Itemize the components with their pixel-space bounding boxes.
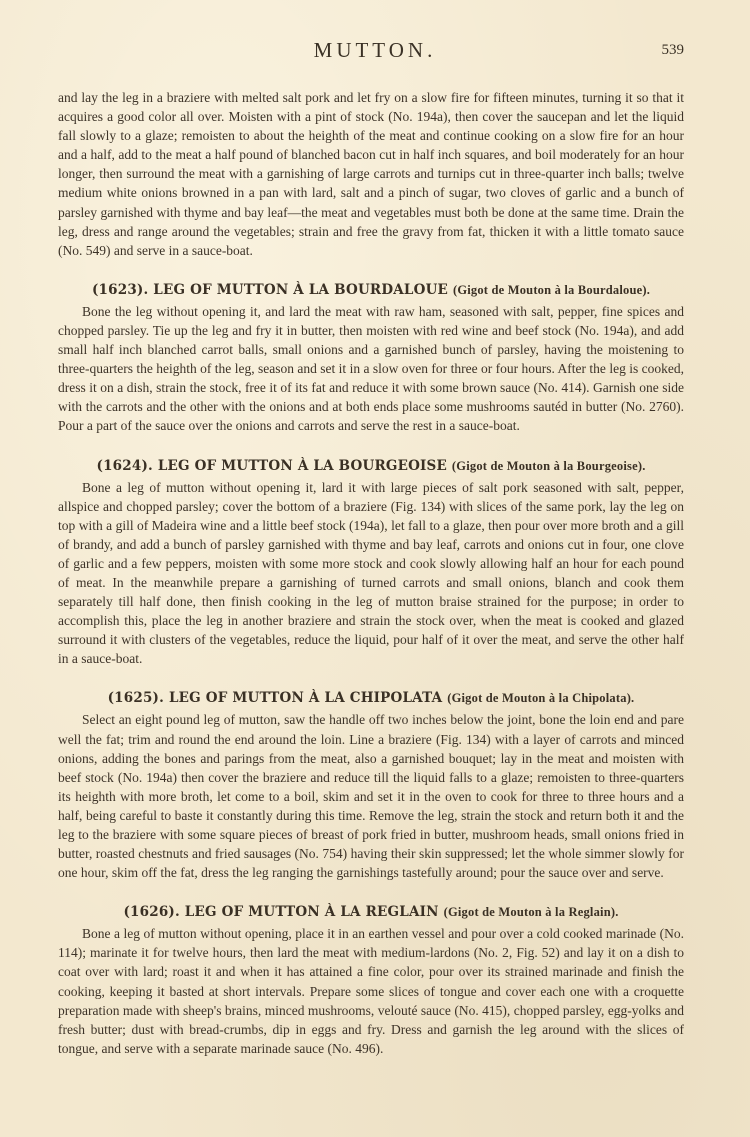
recipe-1623 (58, 282, 684, 436)
page-header (0, 38, 750, 66)
recipe-heading (58, 690, 684, 706)
recipe-french-title: (Gigot de Mouton à la Bourgeoise). (451, 458, 646, 473)
page-body (58, 88, 684, 1058)
recipe-title: (1624). LEG OF MUTTON À LA BOURGEOISE (96, 457, 448, 474)
running-title: MUTTON. (313, 38, 437, 62)
recipe-heading (58, 904, 684, 920)
recipe-french-title: (Gigot de Mouton à la Reglain). (443, 905, 619, 920)
recipe-1626 (58, 904, 684, 1058)
recipe-text: Bone a leg of mutton without opening, place it in an earthen vessel and pour over a cold cooked marinade (No. 114); marinate it for twelve hours, then lard the meat with medium-lardons (No. 2, Fig. 52) and lay it on a dish to coat over with lard; roast it and when it has attained a fine color, pour over its strained marinade and finish the cooking, keeping it basted at short intervals. Prepare some slices of tongue and cover each one with a croquette preparation made with sheep's brains, minced mushrooms, velouté sauce (No. 415), chopped parsley, egg-yolks and fresh butter; dust with bread-crumbs, dip in eggs and fry. Dress and garnish the leg around with the slices of tongue, and serve with a separate marinade sauce (No. 496). (58, 926, 684, 1056)
recipe-heading (58, 282, 684, 298)
page-number: 539 (661, 42, 684, 58)
continuation-paragraph: and lay the leg in a braziere with melted salt pork and let fry on a slow fire for fifteen minutes, turning it so that it acquires a good color all over. Moisten with a pint of stock (No. 194a), then cover the saucepan and let the liquid fall slowly to a glaze; remoisten to about the heighth of the meat and continue cooking on a slow fire for an hour and a half, add to the meat a half pound of blanched bacon cut in half inch squares, and boil moderately for an hour longer, then surround the meat with a garnishing of large carrots and turnips cut in three-quarter inch balls; twelve medium white onions browned in a pan with lard, salt and a pinch of sugar, two cloves of garlic and a bunch of parsley garnished with thyme and bay leaf—the meat and vegetables must both be done at the same time. Drain the leg, dress and range around the vegetables; strain and free the gravy from fat, thicken it with a little tomato sauce (No. 549) and serve in a sauce-boat. (58, 90, 684, 258)
recipe-text: Select an eight pound leg of mutton, saw the handle off two inches below the joint, bone the loin end and pare well the fat; trim and round the end around the loin. Line a braziere (Fig. 134) with a layer of carrots and minced onions, adding the bones and parings from the meat, also a garnished bouquet; lay in the meat and moisten with beef stock (No. 194a) then cover the braziere and reduce till the liquid falls to a glaze; remoisten to three-quarters its heighth with more broth, let come to a boil, skim and set it in the oven to cook for three to three hours and a half, being careful to baste it constantly during this time. Remove the leg, strain the stock and return both it and the leg to the braziere with some square pieces of breast of pork fried in butter, mushroom heads, small onions fried in butter, roasted chestnuts and fried sausages (No. 754) having their skin suppressed; let the whole simmer slowly for one hour, skim off the fat, dress the leg ranging the garnishings tastefully around; pour the sauce over and serve. (58, 712, 684, 881)
recipe-heading (58, 458, 684, 474)
recipe-french-title: (Gigot de Mouton à la Chipolata). (447, 691, 635, 706)
recipe-text: Bone a leg of mutton without opening it, lard it with large pieces of salt pork seasoned with salt, pepper, allspice and chopped parsley; cover the bottom of a braziere (Fig. 134) with slices of the same pork, lay the leg on top with a gill of Madeira wine and a little beef stock (194a), let fall to a glaze, then pour over more broth and a gill of brandy, and add a bunch of parsley garnished with thyme and bay leaf, carrots and onions cut in four, one clove of garlic and a few peppers, moisten with some more stock and cook slowly allowing half an hour for each pound of meat. In the meanwhile prepare a garnishing of turned carrots and small onions, blanch and cook them separately till half done, then finish cooking in the leg of mutton braise strained for the purpose; in order to accomplish this, place the leg in another braziere and strain the stock over, when the meat is cooked and glazed surround it with clusters of the vegetables, reduce the liquid, pour half of it over the meat, and serve the other half in a sauce-boat. (58, 479, 684, 667)
recipe-french-title: (Gigot de Mouton à la Bourdaloue). (452, 282, 651, 297)
recipe-title: (1623). LEG OF MUTTON À LA BOURDALOUE (91, 281, 449, 298)
recipe-1625 (58, 690, 684, 882)
recipe-1624 (58, 458, 684, 669)
recipe-title: (1626). LEG OF MUTTON À LA REGLAIN (123, 904, 439, 921)
recipe-text: Bone the leg without opening it, and lard the meat with raw ham, seasoned with salt, pepper, fine spices and chopped parsley. Tie up the leg and fry it in butter, then moisten with red wine and beef stock (No. 194a), and add small half inch blanched carrot balls, small onions and a garnished bunch of parsley, having the moistening to three-quarters the heighth of the leg, season and set it in a slow oven for three or four hours. After the leg is cooked, dress it on a dish, strain the stock, free it of its fat and reduce it with some brown sauce (No. 414). Garnish one side with the carrots and the other with the onions and at both ends place some mushrooms sautéd in butter (No. 2760). Pour a part of the sauce over the onions and carrots and serve the rest in a sauce-boat. (58, 303, 684, 434)
recipe-title: (1625). LEG OF MUTTON À LA CHIPOLATA (107, 690, 443, 707)
